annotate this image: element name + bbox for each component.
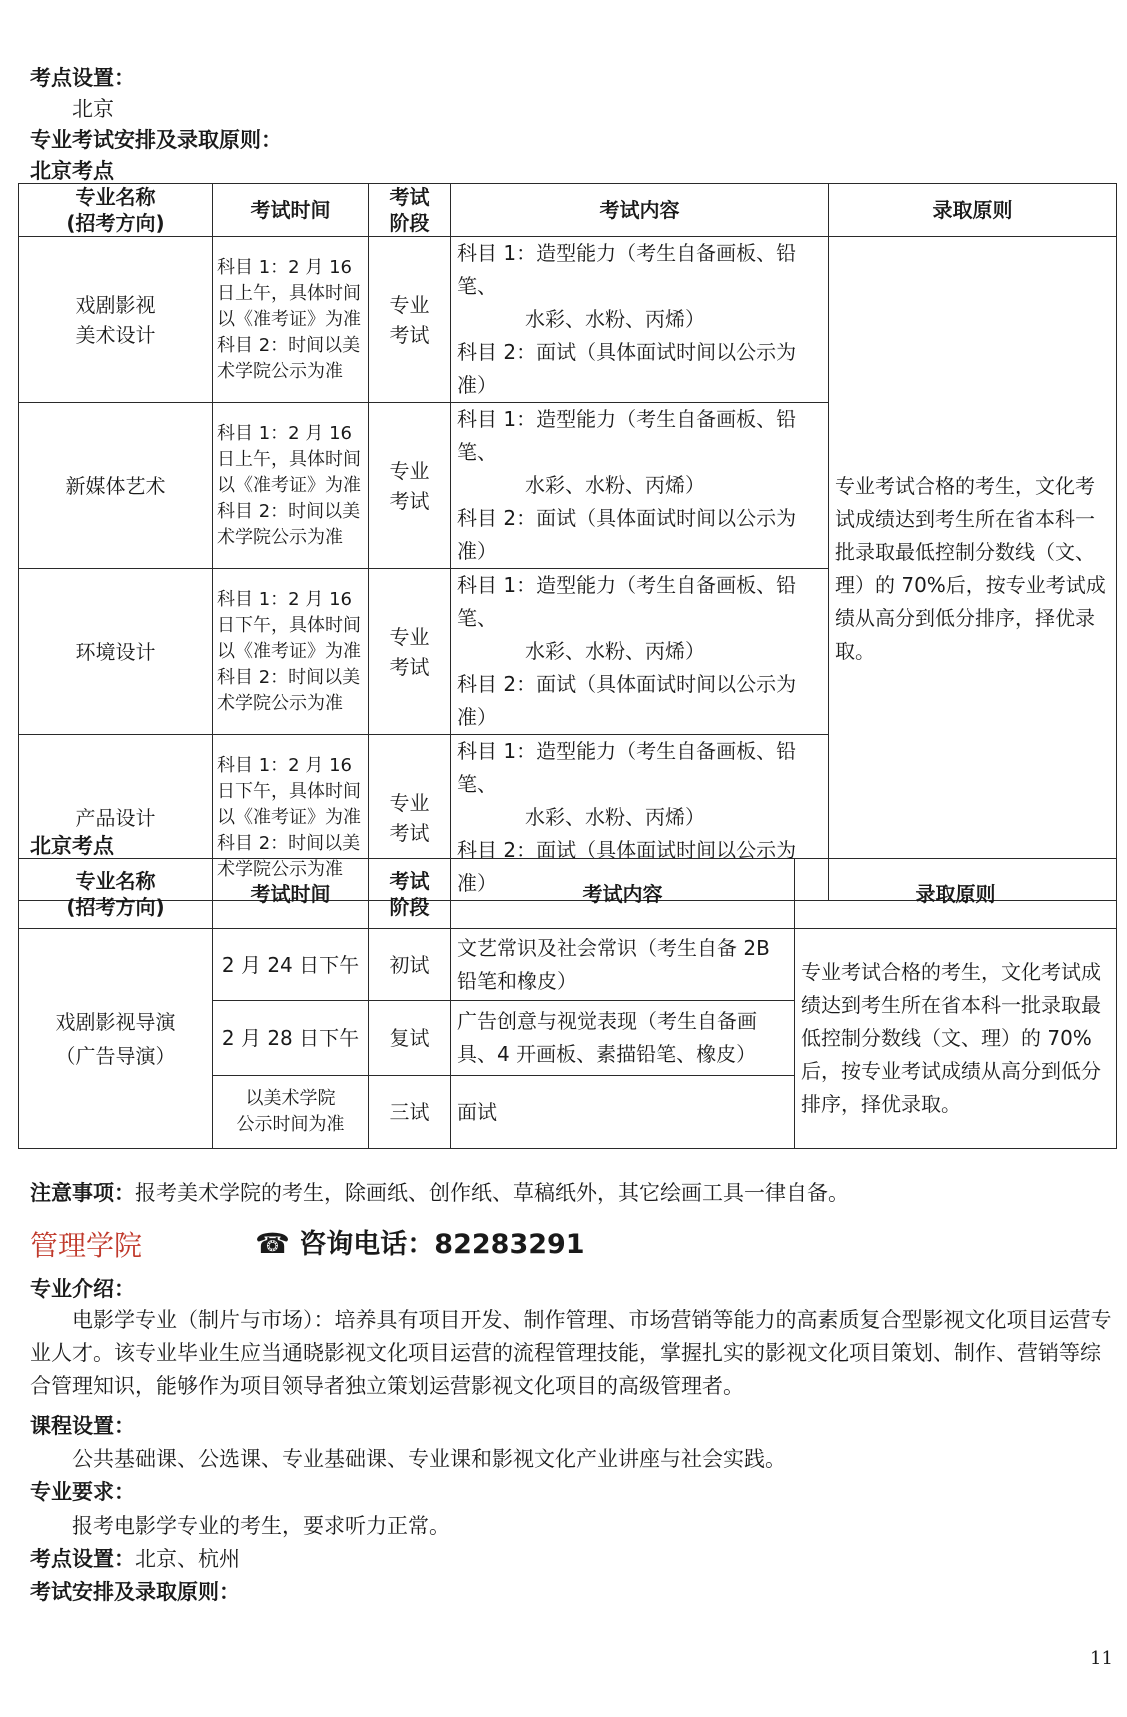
header-major: 专业名称 (招考方向) bbox=[19, 184, 213, 237]
stage-cell: 专业 考试 bbox=[369, 569, 451, 735]
content-subject2: 科目 2：面试（具体面试时间以公示为准） bbox=[457, 506, 797, 563]
admission-principle-cell: 专业考试合格的考生，文化考试成绩达到考生所在省本科一批录取最低控制分数线（文、理）的 70%后，按专业考试成绩从高分到低分排序，择优录取。 bbox=[795, 929, 1117, 1149]
content-cell: 广告创意与视觉表现（考生自备画具、4 开画板、素描铅笔、橡皮） bbox=[451, 1001, 795, 1076]
exam-table-2 bbox=[18, 858, 1117, 1149]
header-principle: 录取原则 bbox=[795, 859, 1117, 929]
content-subject2: 科目 2：面试（具体面试时间以公示为准） bbox=[457, 672, 797, 729]
stage-cell: 专业 考试 bbox=[369, 403, 451, 569]
header-time: 考试时间 bbox=[213, 184, 369, 237]
content-subject1: 科目 1：造型能力（考生自备画板、铅笔、 bbox=[457, 407, 797, 464]
header-time: 考试时间 bbox=[213, 859, 369, 929]
content-subject2: 科目 2：面试（具体面试时间以公示为准） bbox=[457, 340, 797, 397]
major-cell: 戏剧影视 美术设计 bbox=[19, 237, 213, 403]
phone-line bbox=[255, 1222, 585, 1261]
intro-text: 电影学专业（制片与市场）：培养具有项目开发、制作管理、市场营销等能力的高素质复合型影视文化项目运营专业人才。该专业毕业生应当通晓影视文化项目运营的流程管理技能，掌握扎实的影视文化项目策划、制作、营销等综合管理知识，能够作为项目领导者独立策划运营影视文化项目的高级管理者。 bbox=[30, 1308, 1112, 1398]
stage-cell: 复试 bbox=[369, 1001, 451, 1076]
major-cell: 新媒体艺术 bbox=[19, 403, 213, 569]
table-header-row bbox=[19, 184, 1117, 237]
table-row bbox=[19, 237, 1117, 403]
phone-number: 82283291 bbox=[434, 1229, 585, 1260]
site-label: 考点设置： bbox=[30, 1547, 135, 1571]
stage-cell: 专业 考试 bbox=[369, 735, 451, 901]
time-cell: 2 月 24 日下午 bbox=[213, 929, 369, 1001]
arrangement-label: 专业考试安排及录取原则： bbox=[30, 128, 282, 152]
stage-cell: 三试 bbox=[369, 1076, 451, 1149]
phone-label: 咨询电话： bbox=[299, 1229, 435, 1260]
time-cell: 以美术学院 公示时间为准 bbox=[213, 1076, 369, 1149]
time-cell: 科目 1：2 月 16 日下午，具体时间 以《准考证》为准 科目 2：时间以美 术学院公示为准 bbox=[213, 569, 369, 735]
school-name: 管理学院 bbox=[30, 1229, 143, 1262]
content-subject1-cont: 水彩、水粉、丙烯） bbox=[525, 639, 705, 663]
admission-principle-cell: 专业考试合格的考生，文化考试成绩达到考生所在省本科一批录取最低控制分数线（文、理）的 70%后，按专业考试成绩从高分到低分排序，择优录取。 bbox=[829, 237, 1117, 901]
table2-caption: 北京考点 bbox=[30, 834, 114, 858]
content-cell bbox=[451, 237, 829, 403]
major-cell: 环境设计 bbox=[19, 569, 213, 735]
content-subject1: 科目 1：造型能力（考生自备画板、铅笔、 bbox=[457, 739, 797, 796]
content-subject1: 科目 1：造型能力（考生自备画板、铅笔、 bbox=[457, 573, 797, 630]
content-cell: 面试 bbox=[451, 1076, 795, 1149]
content-cell bbox=[451, 569, 829, 735]
header-stage: 考试 阶段 bbox=[369, 184, 451, 237]
time-cell: 科目 1：2 月 16 日下午，具体时间 以《准考证》为准 科目 2：时间以美 术学院公示为准 bbox=[213, 735, 369, 901]
course-label: 课程设置： bbox=[30, 1414, 135, 1438]
requirement-text: 报考电影学专业的考生，要求听力正常。 bbox=[72, 1514, 450, 1538]
content-cell: 文艺常识及社会常识（考生自备 2B 铅笔和橡皮） bbox=[451, 929, 795, 1001]
content-cell bbox=[451, 403, 829, 569]
exam-site-value: 北京 bbox=[72, 97, 114, 121]
major-cell: 产品设计 bbox=[19, 735, 213, 901]
school-arrangement-label: 考试安排及录取原则： bbox=[30, 1580, 240, 1604]
content-subject2: 科目 2：面试（具体面试时间以公示为准） bbox=[457, 838, 797, 895]
header-content: 考试内容 bbox=[451, 184, 829, 237]
page-number: 11 bbox=[1090, 1648, 1113, 1669]
header-major: 专业名称 (招考方向) bbox=[19, 859, 213, 929]
notice-line bbox=[30, 1177, 849, 1207]
exam-table-1 bbox=[18, 183, 1117, 901]
content-subject1: 科目 1：造型能力（考生自备画板、铅笔、 bbox=[457, 241, 797, 298]
content-subject1-cont: 水彩、水粉、丙烯） bbox=[525, 473, 705, 497]
major-cell: 戏剧影视导演 （广告导演） bbox=[19, 929, 213, 1149]
site-value: 北京、杭州 bbox=[135, 1547, 240, 1571]
time-cell: 2 月 28 日下午 bbox=[213, 1001, 369, 1076]
exam-site-label: 考点设置： bbox=[30, 66, 135, 90]
header-principle: 录取原则 bbox=[829, 184, 1117, 237]
header-stage: 考试 阶段 bbox=[369, 859, 451, 929]
course-text: 公共基础课、公选课、专业基础课、专业课和影视文化产业讲座与社会实践。 bbox=[72, 1447, 786, 1471]
time-cell: 科目 1：2 月 16 日上午，具体时间 以《准考证》为准 科目 2：时间以美 术学院公示为准 bbox=[213, 403, 369, 569]
time-cell: 科目 1：2 月 16 日上午，具体时间 以《准考证》为准 科目 2：时间以美 术学院公示为准 bbox=[213, 237, 369, 403]
table-header-row bbox=[19, 859, 1117, 929]
content-subject1-cont: 水彩、水粉、丙烯） bbox=[525, 805, 705, 829]
table-row bbox=[19, 929, 1117, 1001]
notice-label: 注意事项： bbox=[30, 1181, 135, 1205]
table1-caption: 北京考点 bbox=[30, 159, 114, 183]
stage-cell: 初试 bbox=[369, 929, 451, 1001]
header-content: 考试内容 bbox=[451, 859, 795, 929]
stage-cell: 专业 考试 bbox=[369, 237, 451, 403]
notice-text: 报考美术学院的考生，除画纸、创作纸、草稿纸外，其它绘画工具一律自备。 bbox=[135, 1181, 849, 1205]
telephone-icon: ☎ bbox=[255, 1227, 290, 1260]
site-line bbox=[30, 1543, 240, 1573]
requirement-label: 专业要求： bbox=[30, 1480, 135, 1504]
content-subject1-cont: 水彩、水粉、丙烯） bbox=[525, 307, 705, 331]
intro-label: 专业介绍： bbox=[30, 1277, 135, 1301]
